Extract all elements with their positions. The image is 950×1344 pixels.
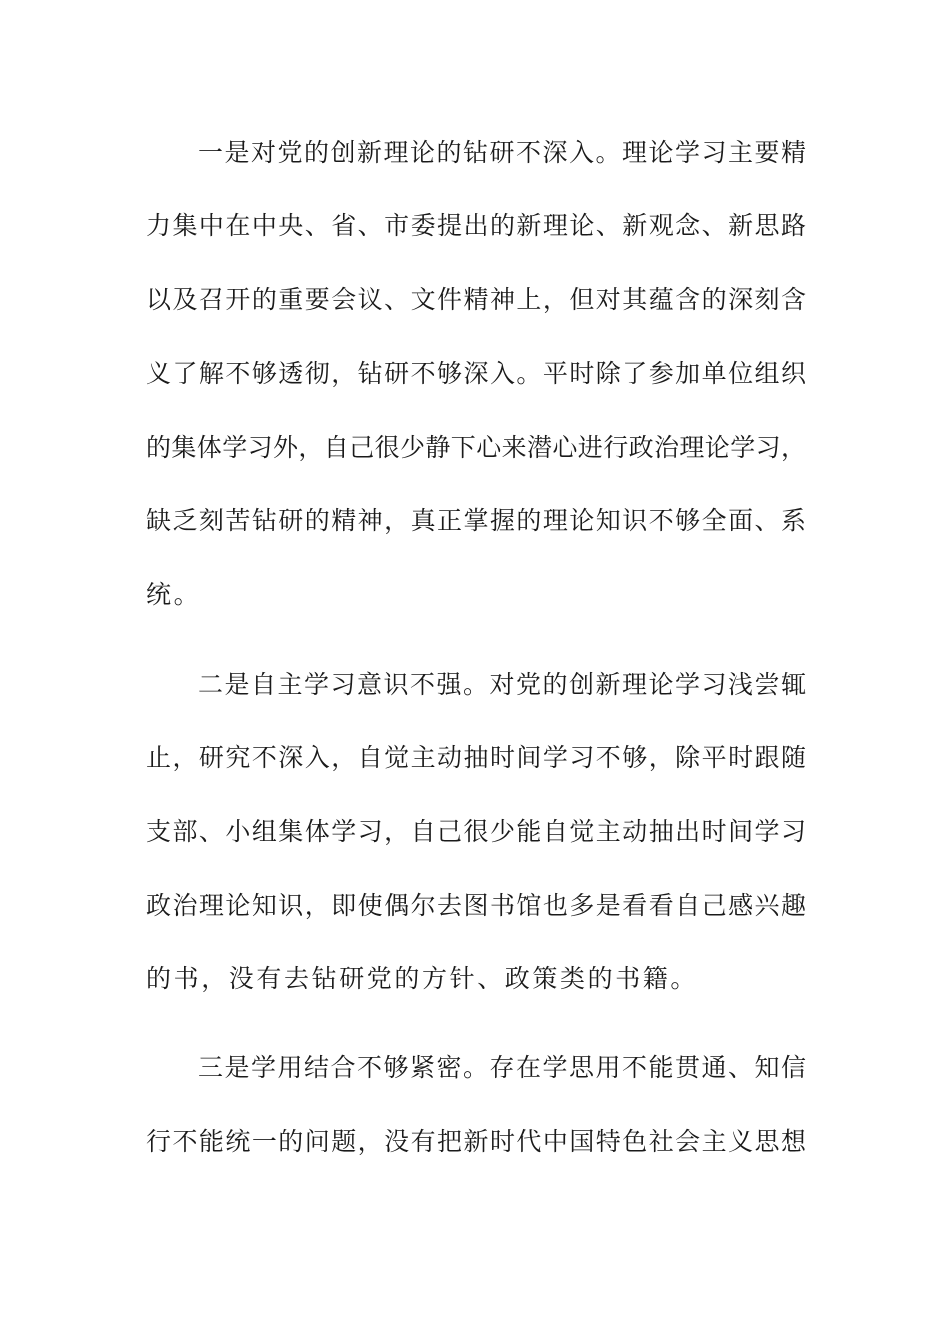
paragraph-1-line-7: 统。 xyxy=(146,580,202,609)
paragraph-2-line-4: 政治理论知识，即使偶尔去图书馆也多是看看自己感兴趣 xyxy=(146,891,806,920)
paragraph-1-line-6: 缺乏刻苦钻研的精神，真正掌握的理论知识不够全面、系 xyxy=(146,506,806,535)
paragraph-1-line-2: 力集中在中央、省、市委提出的新理论、新观念、新思路 xyxy=(146,211,806,240)
paragraph-2-line-3: 支部、小组集体学习，自己很少能自觉主动抽出时间学习 xyxy=(146,817,806,846)
paragraph-2-line-5: 的书，没有去钻研党的方针、政策类的书籍。 xyxy=(146,964,699,993)
paragraph-1-line-5: 的集体学习外，自己很少静下心来潜心进行政治理论学习， xyxy=(146,433,806,462)
paragraph-1-line-1: 一是对党的创新理论的钻研不深入。理论学习主要精 xyxy=(198,138,806,167)
paragraph-2-line-1: 二是自主学习意识不强。对党的创新理论学习浅尝辄 xyxy=(198,670,806,699)
paragraph-2-line-2: 止，研究不深入，自觉主动抽时间学习不够，除平时跟随 xyxy=(146,743,806,772)
paragraph-1-line-4: 义了解不够透彻，钻研不够深入。平时除了参加单位组织 xyxy=(146,359,806,388)
paragraph-3-line-1: 三是学用结合不够紧密。存在学思用不能贯通、知信 xyxy=(198,1053,806,1082)
paragraph-1-line-3: 以及召开的重要会议、文件精神上，但对其蕴含的深刻含 xyxy=(146,285,806,314)
paragraph-3-line-2: 行不能统一的问题，没有把新时代中国特色社会主义思想 xyxy=(146,1127,806,1156)
